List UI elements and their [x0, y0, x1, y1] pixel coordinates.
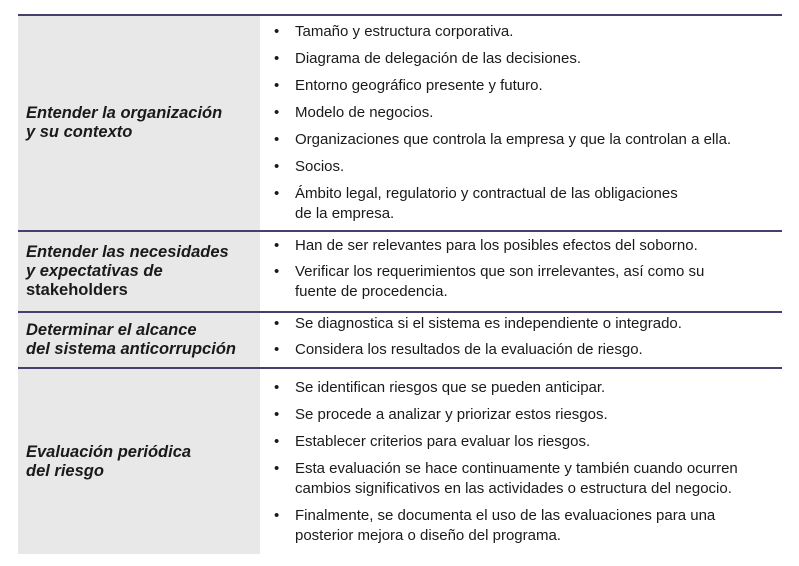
table-row — [18, 232, 782, 313]
row-heading-line: y expectativas de — [26, 262, 163, 280]
row-heading-line: Entender las necesidades — [26, 243, 229, 261]
row-heading-line: Entender la organización — [26, 104, 223, 122]
list-item-text: Diagrama de delegación de las decisiones. — [295, 50, 582, 67]
list-item-text: Se diagnostica si el sistema es independiente o integrado. — [295, 315, 682, 332]
row-heading-line: y su contexto — [26, 123, 133, 141]
list-item-text: Organizaciones que controla la empresa y que la controlan a ella. — [295, 131, 732, 148]
bullet-icon: • — [274, 315, 280, 332]
row-heading-line: del riesgo — [26, 461, 104, 480]
bullet-icon: • — [274, 77, 280, 94]
list-item — [272, 49, 782, 69]
row-heading-cell — [18, 313, 260, 367]
list-item — [272, 22, 782, 42]
bullet-icon: • — [274, 104, 280, 121]
row-content-cell — [260, 369, 782, 554]
list-item-text: Socios. — [295, 158, 345, 175]
list-item — [272, 405, 782, 425]
bullet-icon: • — [274, 50, 280, 67]
list-item-text: Tamaño y estructura corporativa. — [295, 23, 514, 40]
list-item — [272, 378, 782, 398]
list-item — [272, 157, 782, 177]
list-item-text: Establecer criterios para evaluar los riesgos. — [295, 432, 591, 450]
list-item-text: Considera los resultados de la evaluación de riesgo. — [295, 341, 643, 358]
bullet-icon: • — [274, 459, 280, 477]
list-item-text: posterior mejora o diseño del programa. — [295, 526, 561, 544]
row-content-cell — [260, 313, 782, 367]
row-heading — [26, 243, 229, 300]
list-item — [272, 262, 782, 302]
row-heading — [26, 104, 222, 142]
bullet-icon: • — [274, 158, 280, 175]
table-row — [18, 313, 782, 369]
list-item-text: cambios significativos en las actividades o estructura del negocio. — [295, 479, 732, 497]
row-heading — [26, 321, 236, 359]
row-heading-line: del sistema anticorrupción — [26, 340, 236, 358]
list-item-text: de la empresa. — [295, 205, 395, 222]
row-heading-cell — [18, 369, 260, 554]
bullet-icon: • — [274, 262, 280, 280]
bullet-icon: • — [274, 506, 280, 524]
bullet-icon: • — [274, 185, 280, 202]
list-item — [272, 130, 782, 150]
bullet-icon: • — [274, 378, 280, 396]
bullet-list — [272, 22, 782, 224]
list-item-text: Esta evaluación se hace continuamente y también cuando ocurren — [295, 459, 738, 477]
list-item — [272, 459, 782, 499]
list-item — [272, 103, 782, 123]
list-item-text: Se identifican riesgos que se pueden anticipar. — [295, 378, 606, 396]
table-row — [18, 16, 782, 232]
row-content-cell — [260, 232, 782, 311]
list-item-text: fuente de procedencia. — [295, 282, 448, 300]
list-item — [272, 340, 782, 360]
list-item-text: Verificar los requerimientos que son irrelevantes, así como su — [295, 262, 705, 280]
list-item — [272, 76, 782, 96]
requirements-table — [18, 14, 782, 554]
bullet-icon: • — [274, 131, 280, 148]
bullet-icon: • — [274, 432, 280, 450]
row-content-cell — [260, 16, 782, 230]
bullet-list — [272, 314, 782, 366]
list-item — [272, 506, 782, 546]
row-heading-cell — [18, 232, 260, 311]
list-item-text: Ámbito legal, regulatorio y contractual de las obligaciones — [295, 185, 678, 202]
table-row — [18, 369, 782, 554]
list-item-text: Entorno geográfico presente y futuro. — [295, 77, 543, 94]
list-item — [272, 432, 782, 452]
bullet-icon: • — [274, 23, 280, 40]
row-heading — [26, 443, 191, 481]
list-item — [272, 184, 782, 224]
row-heading-cell — [18, 16, 260, 230]
row-heading-line: stakeholders — [26, 281, 128, 299]
list-item — [272, 314, 782, 334]
bullet-icon: • — [274, 236, 280, 254]
bullet-icon: • — [274, 341, 280, 358]
list-item-text: Modelo de negocios. — [295, 104, 434, 121]
row-heading-line: Evaluación periódica — [26, 442, 192, 461]
bullet-icon: • — [274, 405, 280, 423]
list-item-text: Se procede a analizar y priorizar estos riesgos. — [295, 405, 608, 423]
list-item-text: Finalmente, se documenta el uso de las evaluaciones para una — [295, 506, 716, 524]
list-item — [272, 236, 782, 256]
list-item-text: Han de ser relevantes para los posibles efectos del soborno. — [295, 236, 698, 254]
row-heading-line: Determinar el alcance — [26, 321, 197, 339]
bullet-list — [272, 236, 782, 308]
bullet-list — [272, 378, 782, 546]
